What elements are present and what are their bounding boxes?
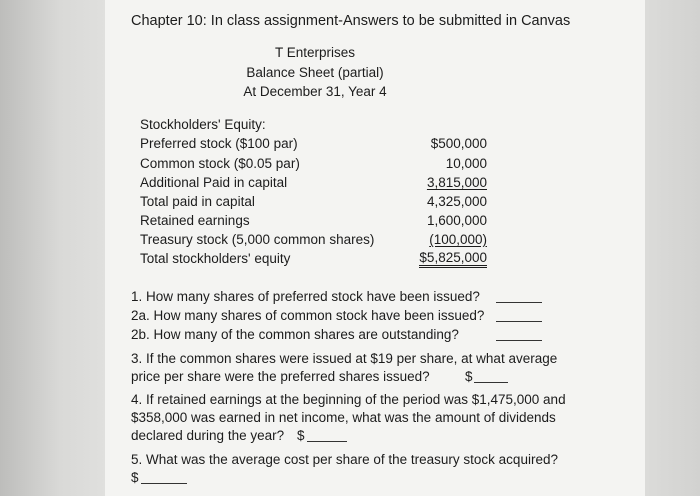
equity-row-label: Retained earnings: [140, 213, 250, 228]
question-2a: 2a. How many shares of common stock have been issued?: [131, 308, 485, 323]
question-4-line2: $358,000 was earned in net income, what was the amount of dividends: [131, 410, 556, 425]
equity-row-value: (100,000): [429, 232, 487, 247]
equity-heading: Stockholders' Equity:: [140, 117, 266, 132]
equity-row-value: $500,000: [430, 136, 487, 151]
equity-row-label: Treasury stock (5,000 common shares): [140, 232, 375, 247]
statement-date: At December 31, Year 4: [243, 84, 387, 99]
q3-dollar-sign: $: [465, 369, 473, 384]
question-3-line2: price per share were the preferred shares issued?: [131, 369, 430, 384]
q4-dollar-sign: $: [297, 428, 305, 443]
equity-row-label: Additional Paid in capital: [140, 175, 288, 190]
equity-row-value: 4,325,000: [426, 194, 487, 209]
company-name: T Enterprises: [274, 45, 356, 60]
page-title: Chapter 10: In class assignment-Answers to be submitted in Canvas: [131, 13, 571, 29]
question-4-line3: declared during the year?: [131, 428, 285, 443]
equity-total-value: $5,825,000: [419, 251, 487, 268]
answer-blank-q1[interactable]: [496, 302, 542, 303]
equity-row-label: Common stock ($0.05 par): [140, 156, 300, 171]
statement-name: Balance Sheet (partial): [246, 65, 384, 80]
equity-row-value: 1,600,000: [426, 213, 487, 228]
question-5-line1: 5. What was the average cost per share of the treasury stock acquired?: [131, 452, 558, 467]
answer-blank-q2a[interactable]: [496, 321, 542, 322]
answer-blank-q2b[interactable]: [496, 340, 542, 341]
q5-dollar-sign: $: [131, 470, 139, 485]
answer-blank-q4[interactable]: [307, 441, 347, 442]
answer-blank-q3[interactable]: [474, 382, 508, 383]
question-1: 1. How many shares of preferred stock have been issued?: [131, 289, 480, 304]
question-4-line1: 4. If retained earnings at the beginning of the period was $1,475,000 and: [131, 392, 566, 407]
question-2b: 2b. How many of the common shares are outstanding?: [131, 327, 459, 342]
question-3-line1: 3. If the common shares were issued at $19 per share, at what average: [131, 351, 558, 366]
equity-row-label: Total paid in capital: [140, 194, 255, 209]
equity-row-label: Preferred stock ($100 par): [140, 136, 298, 151]
answer-blank-q5[interactable]: [141, 483, 187, 484]
equity-row-label: Total stockholders' equity: [140, 251, 291, 266]
equity-row-value: 10,000: [445, 156, 487, 171]
equity-row-value: 3,815,000: [426, 175, 487, 190]
